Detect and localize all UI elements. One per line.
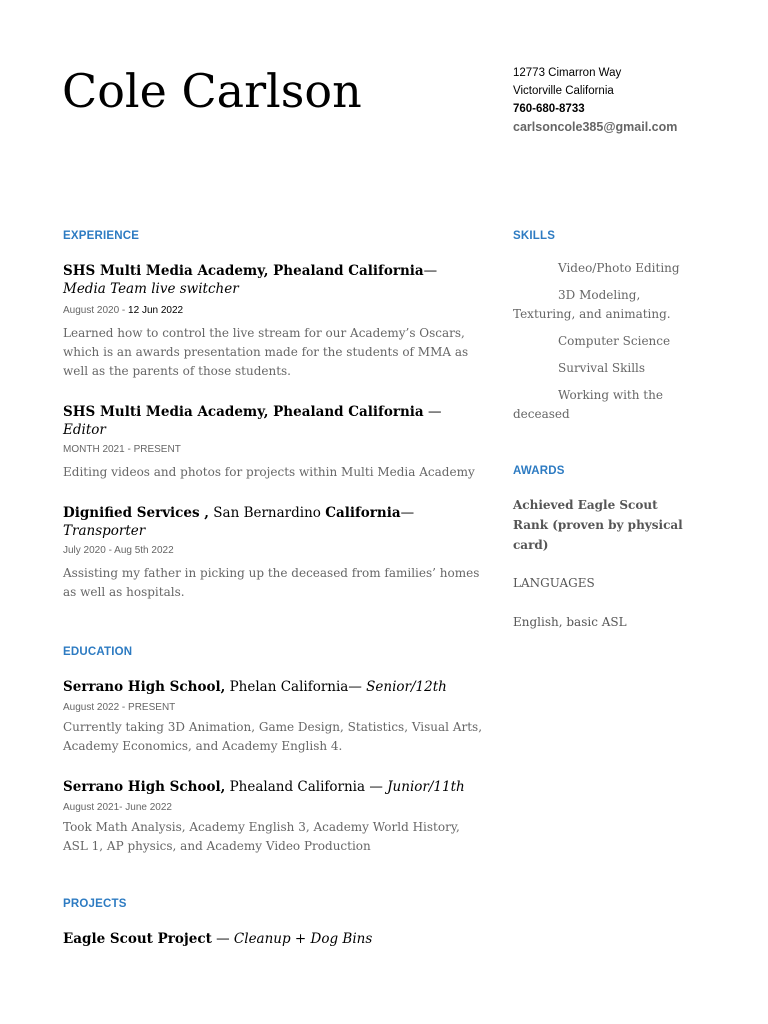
award-item: Achieved Eagle Scout Rank (proven by physical card)	[513, 498, 683, 552]
skills-list	[513, 259, 683, 424]
education-item	[63, 678, 483, 756]
language-item: English, basic ASL	[513, 615, 627, 629]
education-description: Currently taking 3D Animation, Game Design, Statistics, Visual Arts, Academy Economics, and Academy English 4.	[63, 720, 483, 753]
education-title	[63, 778, 483, 796]
job-role: Editor	[63, 422, 106, 438]
contact-block	[513, 64, 677, 136]
job-title	[63, 262, 483, 298]
awards-heading: AWARDS	[513, 465, 565, 477]
school-place: Phealand California —	[225, 779, 388, 795]
education-date: August 2022 - PRESENT	[63, 702, 176, 713]
job-description: Learned how to control the live stream for our Academy’s Oscars, which is an awards presentation made for the students of MMA as well as the parents of those students.	[63, 326, 469, 378]
address-line-2: Victorville California	[513, 85, 614, 97]
school-name: Serrano High School,	[63, 679, 226, 695]
job-separator: —	[423, 404, 442, 420]
project-name: Eagle Scout Project	[63, 931, 212, 947]
school-name: Serrano High School,	[63, 779, 226, 795]
experience-heading: EXPERIENCE	[63, 230, 140, 242]
job-separator: —	[400, 505, 415, 521]
skill-item: Working with the deceased	[513, 388, 663, 421]
school-place: Phelan California—	[225, 679, 367, 695]
project-desc: Cleanup + Dog Bins	[233, 931, 373, 947]
job-description: Editing videos and photos for projects within Multi Media Academy	[63, 465, 475, 479]
main-column	[63, 228, 483, 948]
experience-item	[63, 504, 483, 602]
project-item	[63, 930, 483, 948]
education-item	[63, 778, 483, 856]
job-org: SHS Multi Media Academy, Phealand California	[63, 404, 424, 420]
phone-number: 760-680-8733	[513, 103, 585, 115]
job-org-city: San Bernardino	[209, 505, 326, 521]
education-date: August 2021- June 2022	[63, 802, 172, 813]
job-title	[63, 504, 483, 540]
job-title	[63, 403, 483, 439]
email-address: carlsoncole385@gmail.com	[513, 120, 678, 134]
project-title	[63, 930, 483, 948]
languages-heading: LANGUAGES	[513, 576, 595, 590]
job-separator: —	[423, 263, 438, 279]
projects-heading: PROJECTS	[63, 898, 127, 910]
job-org: SHS Multi Media Academy, Phealand California	[63, 263, 424, 279]
job-date: MONTH 2021 - PRESENT	[63, 444, 181, 455]
skill-item: Computer Science	[558, 334, 671, 348]
skill-item: Video/Photo Editing	[558, 261, 680, 275]
experience-item	[63, 262, 483, 381]
skill-item: Survival Skills	[558, 361, 646, 375]
project-separator: —	[211, 931, 234, 947]
education-description: Took Math Analysis, Academy English 3, Academy World History, ASL 1, AP physics, and Academy Video Production	[63, 820, 460, 853]
job-org: Dignified Services ,	[63, 505, 209, 521]
resume-name: Cole Carlson	[62, 64, 362, 118]
skills-heading: SKILLS	[513, 230, 556, 242]
skill-item: 3D Modeling, Texturing, and animating.	[513, 288, 671, 321]
address-line-1: 12773 Cimarron Way	[513, 67, 622, 79]
education-heading: EDUCATION	[63, 646, 133, 658]
job-description: Assisting my father in picking up the deceased from families’ homes as well as hospitals.	[63, 566, 480, 599]
job-date: July 2020 - Aug 5th 2022	[63, 545, 174, 556]
job-date: August 2020 - 12 Jun 2022	[63, 305, 184, 316]
job-org-state: California	[325, 505, 401, 521]
school-level: Senior/12th	[366, 679, 447, 695]
side-column	[513, 228, 683, 632]
job-role: Transporter	[63, 523, 146, 539]
education-title	[63, 678, 483, 696]
experience-item	[63, 403, 483, 482]
school-level: Junior/11th	[387, 779, 465, 795]
job-role: Media Team live switcher	[63, 281, 239, 297]
